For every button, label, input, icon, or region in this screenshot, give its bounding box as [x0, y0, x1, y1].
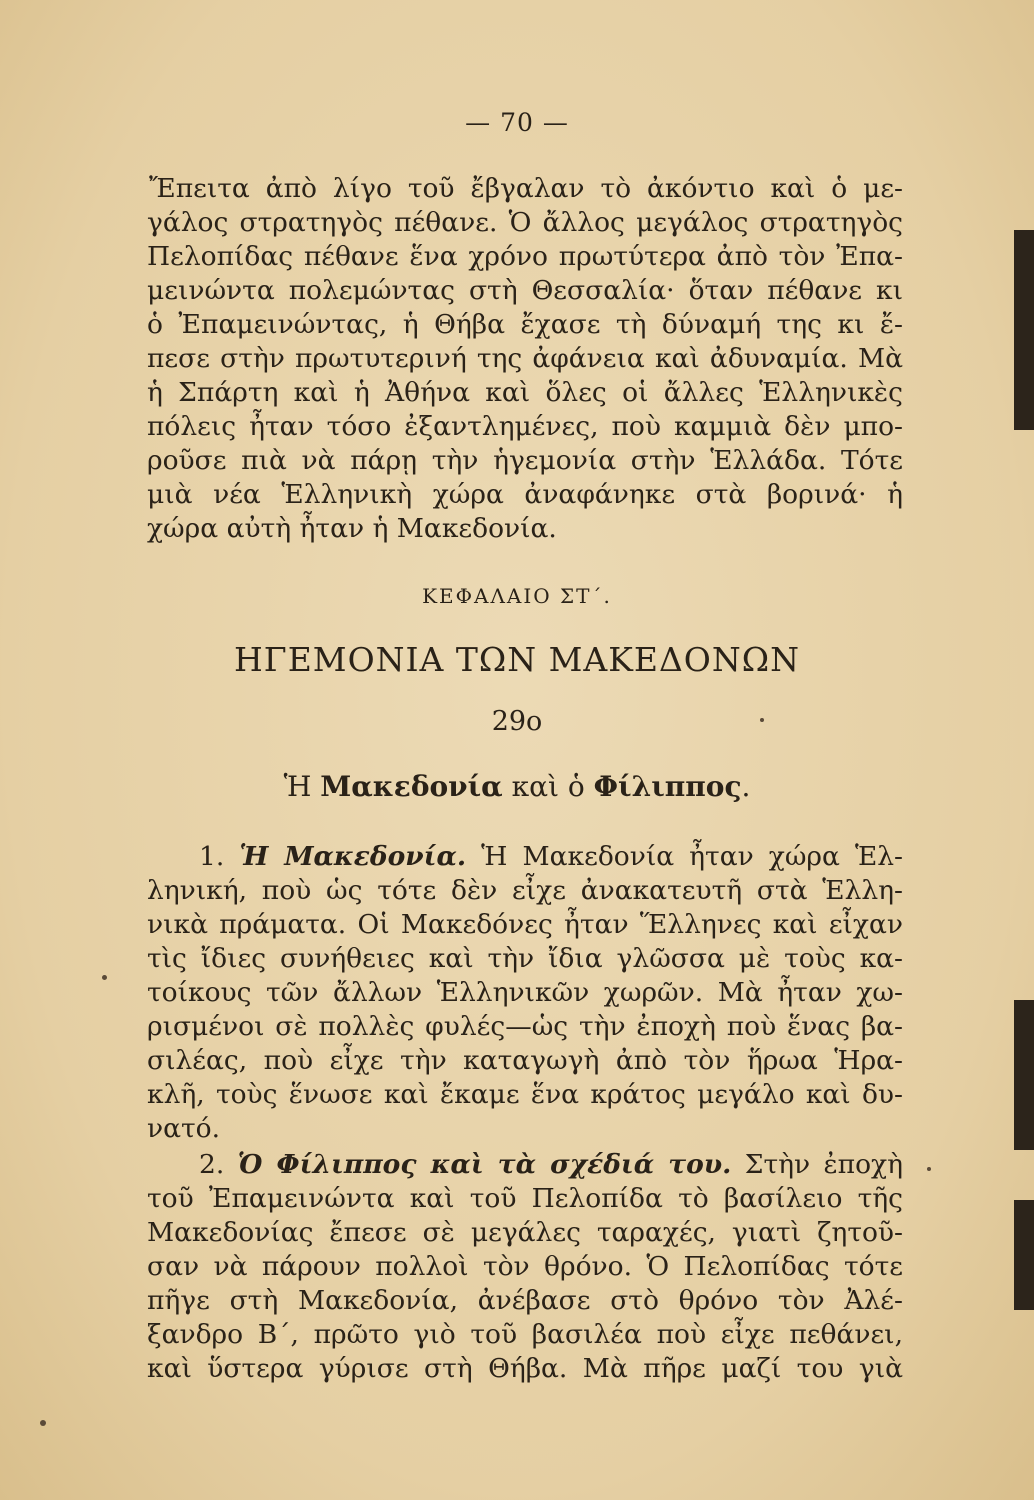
text-line: Πελοπίδας πέθανε ἕνα χρόνο πρωτύτερα ἀπὸ τὸν Ἐπα- — [147, 241, 903, 272]
ink-speck — [927, 1167, 931, 1171]
text-line: ληνική, ποὺ ὡς τότε δὲν εἶχε ἀνακατευτῆ στὰ Ἑλλη- — [147, 875, 903, 906]
text-line: τοῦ Ἐπαμεινώντα καὶ τοῦ Πελοπίδα τὸ βασίλειο τῆς — [147, 1183, 903, 1214]
text-line: μεινώντα πολεμώντας στὴ Θεσσαλία· ὅταν πέθανε κι — [147, 275, 903, 306]
section-heading: Ὁ Φίλιππος καὶ τὰ σχέδιά του. — [237, 1149, 732, 1180]
text-line: πεσε στὴν πρωτυτερινή της ἀφάνεια καὶ ἀδυναμία. Μὰ — [147, 343, 903, 374]
text-line — [147, 840, 903, 874]
lesson-title-bold: Μακεδονία — [320, 770, 503, 803]
lesson-title-part: καὶ ὁ — [502, 770, 594, 803]
lesson-title-part: Ἡ — [283, 770, 321, 803]
text-line: Μακεδονίας ἔπεσε σὲ μεγάλες ταραχές, γιατὶ ζητοῦ- — [147, 1217, 903, 1248]
text-line: καὶ ὕστερα γύρισε στὴ Θήβα. Μὰ πῆρε μαζί του γιὰ — [147, 1353, 903, 1384]
text-line: γάλος στρατηγὸς πέθανε. Ὁ ἄλλος μεγάλος στρατηγὸς — [147, 207, 903, 238]
ink-speck — [102, 975, 107, 980]
text-line: ροῦσε πιὰ νὰ πάρῃ τὴν ἡγεμονία στὴν Ἑλλάδα. Τότε — [147, 445, 903, 476]
section-text: Ἡ Μακεδονία ἦταν χώρα Ἑλ- — [481, 841, 903, 872]
text-line: μιὰ νέα Ἑλληνικὴ χώρα ἀναφάνηκε στὰ βορινά· ἡ — [147, 479, 903, 510]
text-line — [147, 1148, 903, 1182]
torn-edge-shadow — [1014, 1200, 1034, 1310]
text-line: ξανδρο Β΄, πρῶτο γιὸ τοῦ βασιλέα ποὺ εἶχε πεθάνει, — [147, 1319, 903, 1350]
text-line: νικὰ πράματα. Οἱ Μακεδόνες ἦταν Ἕλληνες καὶ εἶχαν — [147, 909, 903, 940]
section-heading: Ἡ Μακεδονία. — [239, 841, 467, 872]
text-line: Ἔπειτα ἀπὸ λίγο τοῦ ἔβγαλαν τὸ ἀκόντιο καὶ ὁ με- — [149, 173, 903, 204]
text-line: τὶς ἴδιες συνήθειες καὶ τὴν ἴδια γλῶσσα μὲ τοὺς κα- — [147, 943, 903, 974]
lesson-title — [0, 770, 1034, 803]
text-line: πῆγε στὴ Μακεδονία, ἀνέβασε στὸ θρόνο τὸν Ἀλέ- — [147, 1285, 903, 1316]
section-number: 1. — [199, 841, 225, 872]
page-number: — 70 — — [465, 108, 569, 137]
text-line: τοίκους τῶν ἄλλων Ἑλληνικῶν χωρῶν. Μὰ ἦταν χω- — [147, 977, 903, 1008]
text-line: πόλεις ἦταν τόσο ἐξαντλημένες, ποὺ καμμιὰ δὲν μπο- — [147, 411, 903, 442]
lesson-title-part: . — [741, 770, 751, 803]
section-number: 2. — [199, 1149, 225, 1180]
ink-speck — [40, 1420, 46, 1426]
chapter-title: ΗΓΕΜΟΝΙΑ ΤΩΝ ΜΑΚΕΔΟΝΩΝ — [234, 640, 800, 679]
text-line: ἡ Σπάρτη καὶ ἡ Ἀθήνα καὶ ὅλες οἱ ἄλλες Ἑλληνικὲς — [147, 377, 903, 408]
torn-edge-shadow — [1014, 230, 1034, 430]
text-line: σιλέας, ποὺ εἶχε τὴν καταγωγὴ ἀπὸ τὸν ἥρωα Ἡρα- — [147, 1045, 903, 1076]
text-line: χώρα αὐτὴ ἦταν ἡ Μακεδονία. — [147, 513, 557, 544]
text-line: ὁ Ἐπαμεινώντας, ἡ Θήβα ἔχασε τὴ δύναμή της κι ἔ- — [147, 309, 903, 340]
section-text: Στὴν ἐποχὴ — [744, 1149, 903, 1180]
chapter-label: ΚΕΦΑΛΑΙΟ ΣΤ΄. — [422, 584, 612, 608]
text-line: ρισμένοι σὲ πολλὲς φυλές—ὡς τὴν ἐποχὴ ποὺ ἕνας βα- — [147, 1011, 903, 1042]
lesson-title-bold: Φίλιππος — [593, 770, 742, 803]
text-line: σαν νὰ πάρουν πολλοὶ τὸν θρόνο. Ὁ Πελοπίδας τότε — [147, 1251, 903, 1282]
text-line: νατό. — [147, 1113, 221, 1144]
text-line: κλῆ, τοὺς ἕνωσε καὶ ἔκαμε ἕνα κράτος μεγάλο καὶ δυ- — [147, 1079, 903, 1110]
torn-edge-shadow — [1014, 1000, 1034, 1150]
lesson-number: 29ο — [491, 706, 543, 737]
